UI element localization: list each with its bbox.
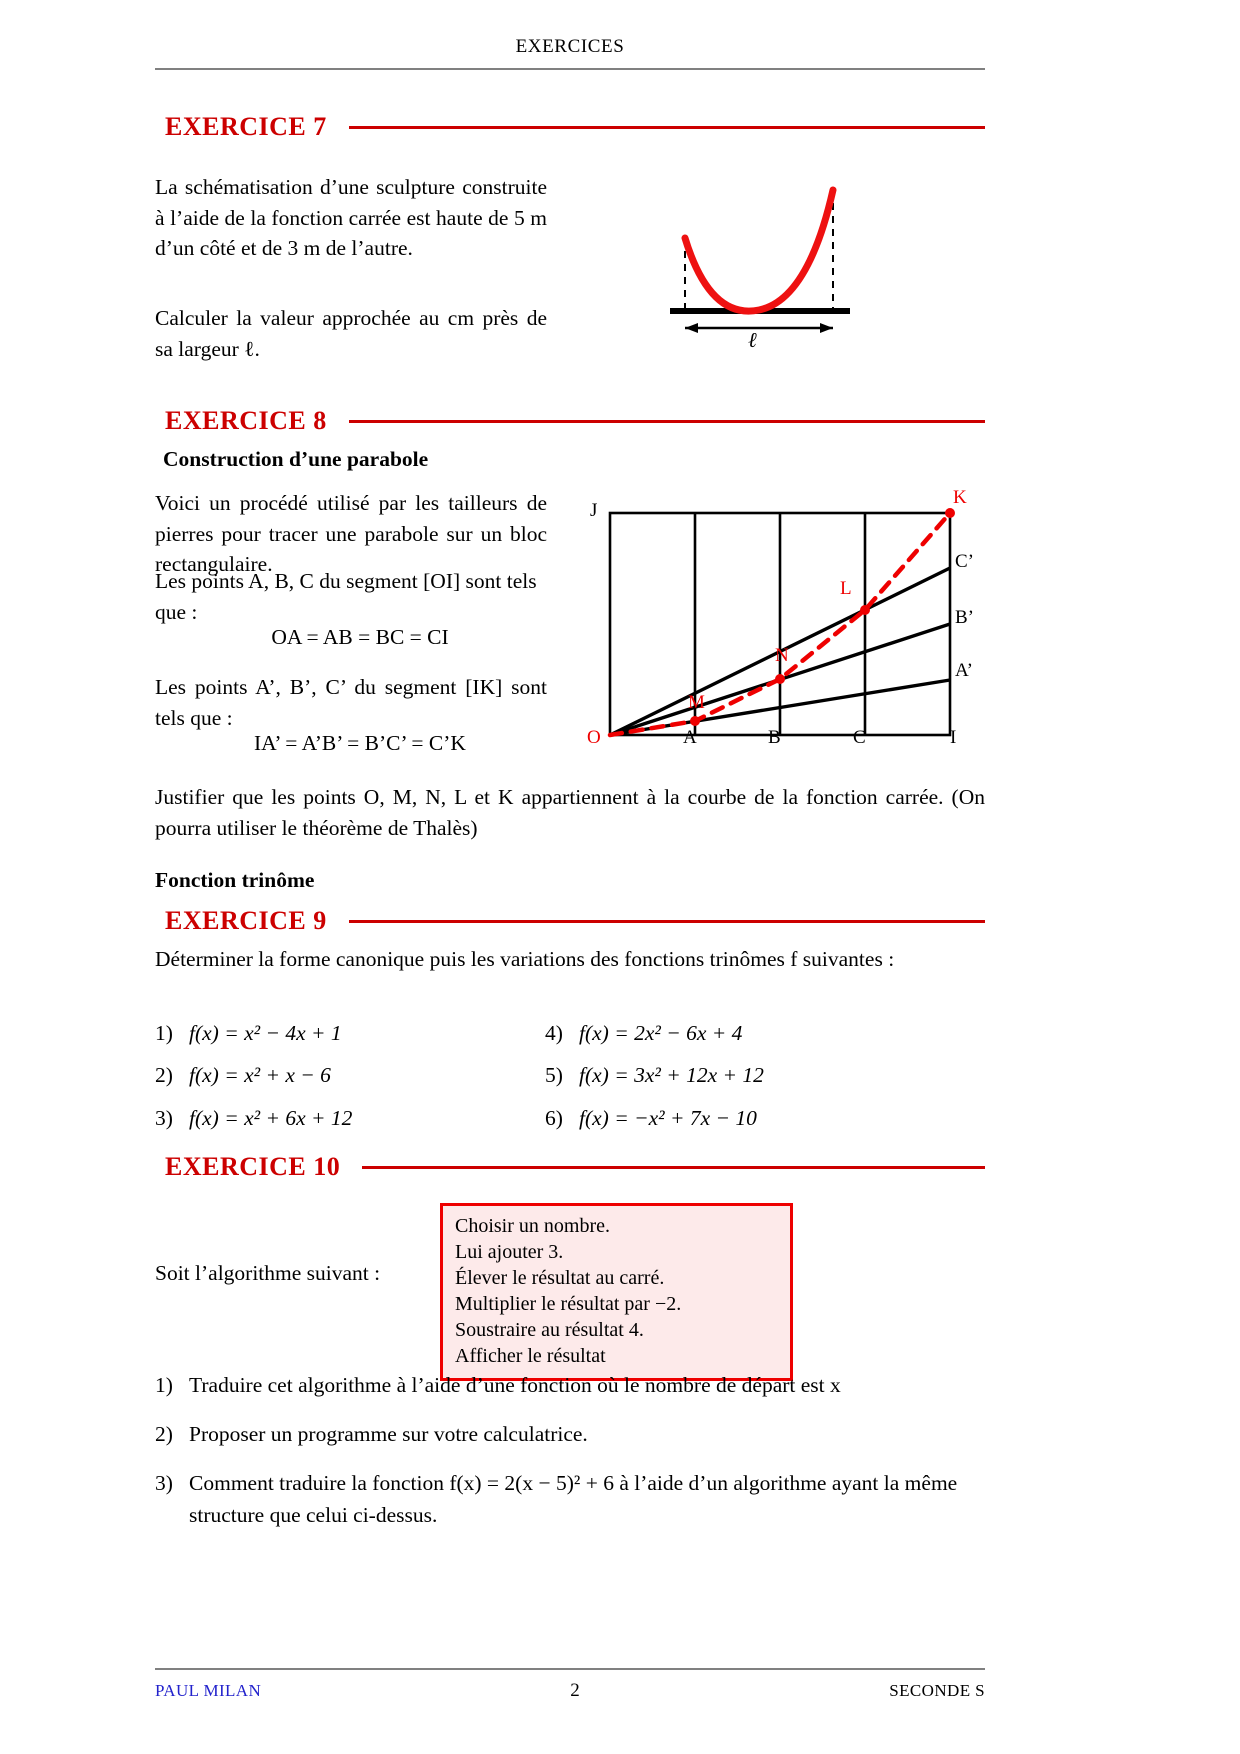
exercise-9-label: EXERCICE 9: [165, 906, 327, 935]
algorithm-line: Soustraire au résultat 4.: [455, 1319, 644, 1341]
exercise-9-list-right: [545, 1017, 975, 1144]
item-formula: f(x) = x² + 6x + 12: [189, 1105, 353, 1130]
exercise-8-paragraph-2: Les points A, B, C du segment [OI] sont tels que :: [155, 569, 537, 624]
exercise-8-rule: [349, 420, 985, 423]
page-footer: [155, 1680, 985, 1702]
item-formula: f(x) = x² − 4x + 1: [189, 1021, 342, 1045]
exercise-10-lead-text: Soit l’algorithme suivant :: [155, 1261, 381, 1285]
list-item: [155, 1017, 535, 1049]
figure-label-J: J: [590, 500, 598, 521]
item-formula: f(x) = 3x² + 12x + 12: [579, 1063, 764, 1088]
exercise-8-equation-2: IA’ = A’B’ = B’C’ = C’K: [254, 731, 466, 755]
figure-point-label-N: N: [775, 645, 789, 666]
exercise-8-label: EXERCICE 8: [165, 406, 327, 435]
algorithm-line: Multiplier le résultat par −2.: [455, 1293, 682, 1315]
item-number: 3): [155, 1471, 173, 1496]
item-text: Traduire cet algorithme à l’aide d’une fonction où le nombre de départ est x: [189, 1373, 841, 1397]
list-item: [155, 1059, 535, 1091]
section-heading-fonction-trinome: Fonction trinôme: [155, 868, 315, 892]
exercise-8-equation-1: OA = AB = BC = CI: [271, 625, 449, 649]
algorithm-line: Afficher le résultat: [455, 1345, 606, 1367]
figure-tick-label-C: C: [853, 727, 866, 748]
list-item: [545, 1102, 975, 1134]
header-rule: [155, 68, 985, 70]
exercise-9-rule: [349, 920, 985, 923]
figure-label-O: O: [587, 727, 601, 748]
algorithm-line: Élever le résultat au carré.: [455, 1267, 665, 1289]
item-number: 5): [545, 1063, 563, 1088]
algorithm-line: Lui ajouter 3.: [455, 1241, 564, 1263]
item-number: 1): [155, 1373, 173, 1397]
item-number: 1): [155, 1021, 173, 1045]
item-formula: f(x) = −x² + 7x − 10: [579, 1105, 757, 1130]
list-item: [545, 1059, 975, 1091]
exercise-7-heading: [165, 112, 985, 142]
exercise-8-subtitle: Construction d’une parabole: [163, 447, 429, 471]
figure-tick-label-B-prime: B’: [955, 607, 974, 628]
footer-page-number: 2: [570, 1680, 581, 1701]
figure-width-label: ℓ: [748, 328, 757, 352]
item-number: 4): [545, 1021, 563, 1045]
running-header: EXERCICES: [515, 36, 625, 57]
item-text: Comment traduire la fonction f(x) = 2(x − 5)² + 6 à l’aide d’un algorithme ayant la même structure que celui ci-dessus.: [189, 1471, 958, 1527]
item-number: 6): [545, 1105, 563, 1130]
red-parabola-curve: [685, 190, 833, 311]
point-M-dot: [690, 716, 700, 726]
list-item: [155, 1102, 535, 1134]
item-formula: f(x) = x² + x − 6: [189, 1063, 331, 1088]
exercise-7-paragraph-2: Calculer la valeur approchée au cm près de sa largeur ℓ.: [155, 306, 547, 361]
figure-point-label-M: M: [688, 692, 705, 713]
list-item: [155, 1468, 985, 1530]
figure-label-I: I: [950, 727, 957, 748]
item-number: 3): [155, 1105, 173, 1130]
exercise-8-paragraph-4: Justifier que les points O, M, N, L et K appartiennent à la courbe de la fonction carrée. (On pourra utiliser le théorème de Thalès): [155, 785, 985, 840]
footer-rule: [155, 1668, 985, 1670]
figure-label-K: K: [953, 487, 967, 508]
exercise-9-prompt: [155, 944, 985, 975]
exercise-7-label: EXERCICE 7: [165, 112, 327, 141]
point-N-dot: [775, 674, 785, 684]
exercise-8-paragraph-1: Voici un procédé utilisé par les tailleurs de pierres pour tracer une parabole sur un bloc rectangulaire.: [155, 491, 547, 577]
algorithm-line: Choisir un nombre.: [455, 1215, 610, 1237]
sculpture-parabola-figure: [640, 150, 1000, 370]
figure-point-label-L: L: [840, 578, 852, 599]
figure-tick-label-A-prime: A’: [955, 660, 973, 681]
exercise-7-paragraph-1: La schématisation d’une sculpture construite à l’aide de la fonction carrée est haute de 5 m d’un côté et de 3 m de l’autre.: [155, 175, 547, 261]
exercise-9-list-left: [155, 1017, 535, 1144]
exercise-9-prompt-text: Déterminer la forme canonique puis les variations des fonctions trinômes f suivantes :: [155, 947, 895, 971]
exercise-10-label: EXERCICE 10: [165, 1152, 341, 1181]
exercise-8-heading: [165, 406, 985, 436]
point-K-dot: [945, 508, 955, 518]
exercise-10-rule: [362, 1166, 985, 1169]
algorithm-box: [440, 1203, 793, 1381]
list-item: [155, 1419, 985, 1450]
parabola-construction-figure: [570, 485, 990, 755]
exercise-10-heading: [165, 1152, 985, 1182]
footer-course: SECONDE S: [889, 1681, 985, 1700]
figure-tick-label-B: B: [768, 727, 781, 748]
list-item: [155, 1370, 985, 1401]
item-formula: f(x) = 2x² − 6x + 4: [579, 1021, 743, 1045]
exercise-7-rule: [349, 126, 985, 129]
exercise-9-heading: [165, 906, 985, 936]
figure-tick-label-A: A: [683, 727, 697, 748]
list-item: [545, 1017, 975, 1049]
item-number: 2): [155, 1422, 173, 1447]
point-L-dot: [860, 605, 870, 615]
item-number: 2): [155, 1063, 173, 1088]
width-dimension-arrow: [685, 323, 833, 333]
figure-tick-label-C-prime: C’: [955, 551, 974, 572]
exercise-10-question-list: [155, 1370, 985, 1541]
footer-author: PAUL MILAN: [155, 1681, 262, 1700]
exercise-8-paragraph-3: Les points A’, B’, C’ du segment [IK] sont tels que :: [155, 675, 547, 730]
item-text: Proposer un programme sur votre calculatrice.: [189, 1422, 588, 1447]
